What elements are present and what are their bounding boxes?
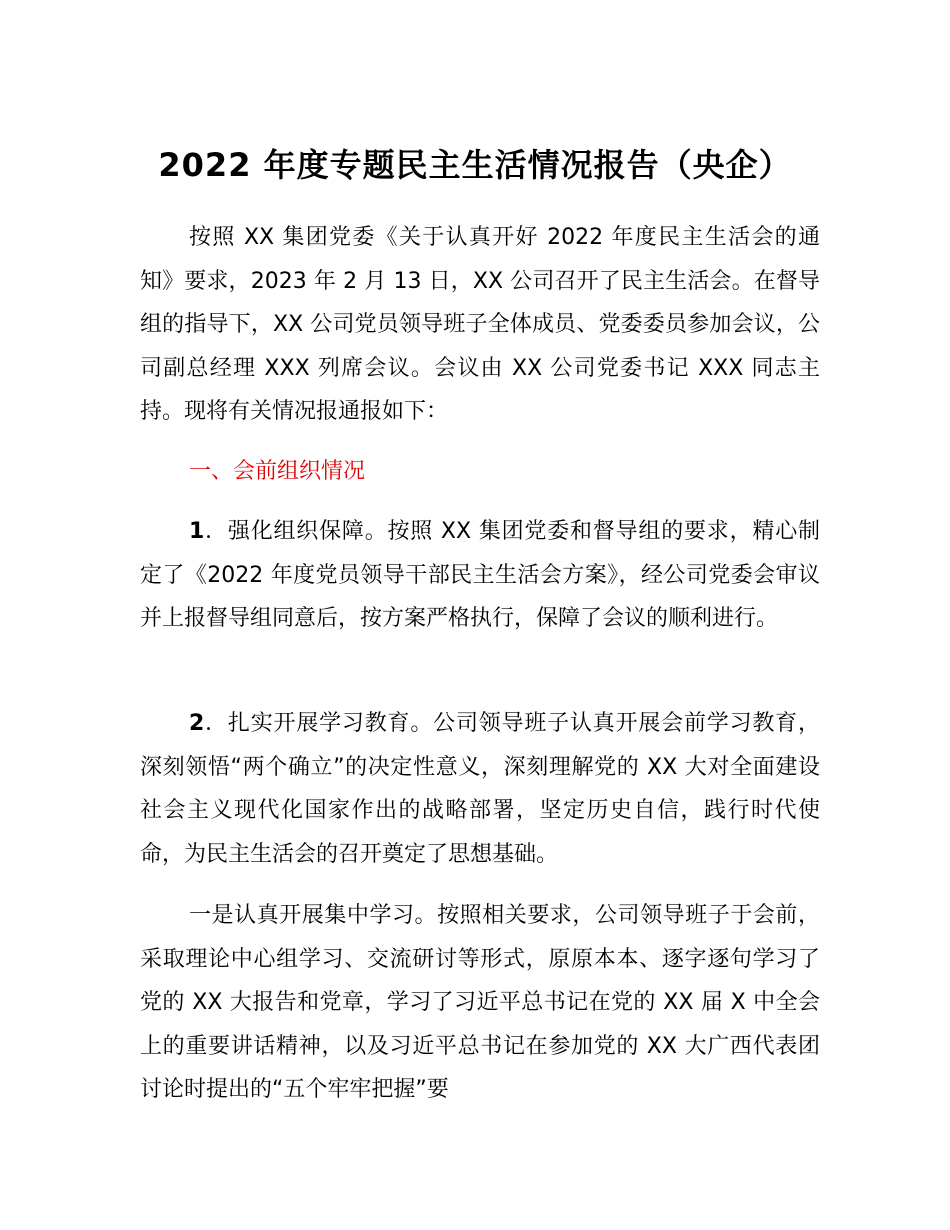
item-1-number: 1 xyxy=(189,519,205,544)
item-2-paragraph xyxy=(140,702,820,876)
section-heading: 一、会前组织情况 xyxy=(189,459,366,484)
study-paragraph: 一是认真开展集中学习。按照相关要求，公司领导班子于会前，采取理论中心组学习、交流研讨等形式，原原本本、逐字逐句学习了党的 XX 大报告和党章，学习了习近平总书记在党的 XX 届 X 中全会上的重要讲话精神，以及习近平总书记在参加党的 XX 大广西代表团讨论时提出的“五个牢牢把握”要 xyxy=(140,903,820,1102)
item-1-text: ．强化组织保障。按照 XX 集团党委和督导组的要求，精心制定了《2022 年度党员领导干部民主生活会方案》，经公司党委会审议并上报督导组同意后，按方案严格执行，保障了会议的顺利进行。 xyxy=(140,519,820,631)
document-title: 2022 年度专题民主生活情况报告（央企） xyxy=(158,146,792,184)
item-2-text: ．扎实开展学习教育。公司领导班子认真开展会前学习教育，深刻领悟“两个确立”的决定性意义，深刻理解党的 XX 大对全面建设社会主义现代化国家作出的战略部署，坚定历史自信，践行时代使命，为民主生活会的召开奠定了思想基础。 xyxy=(140,711,820,867)
intro-paragraph: 按照 XX 集团党委《关于认真开好 2022 年度民主生活会的通知》要求，2023 年 2 月 13 日，XX 公司召开了民主生活会。在督导组的指导下，XX 公司党员领导班子全体成员、党委委员参加会议，公司副总经理 XXX 列席会议。会议由 XX 公司党委书记 XXX 同志主持。现将有关情况报通报如下： xyxy=(140,225,820,424)
item-1-paragraph xyxy=(140,510,820,641)
item-2-number: 2 xyxy=(189,711,205,736)
